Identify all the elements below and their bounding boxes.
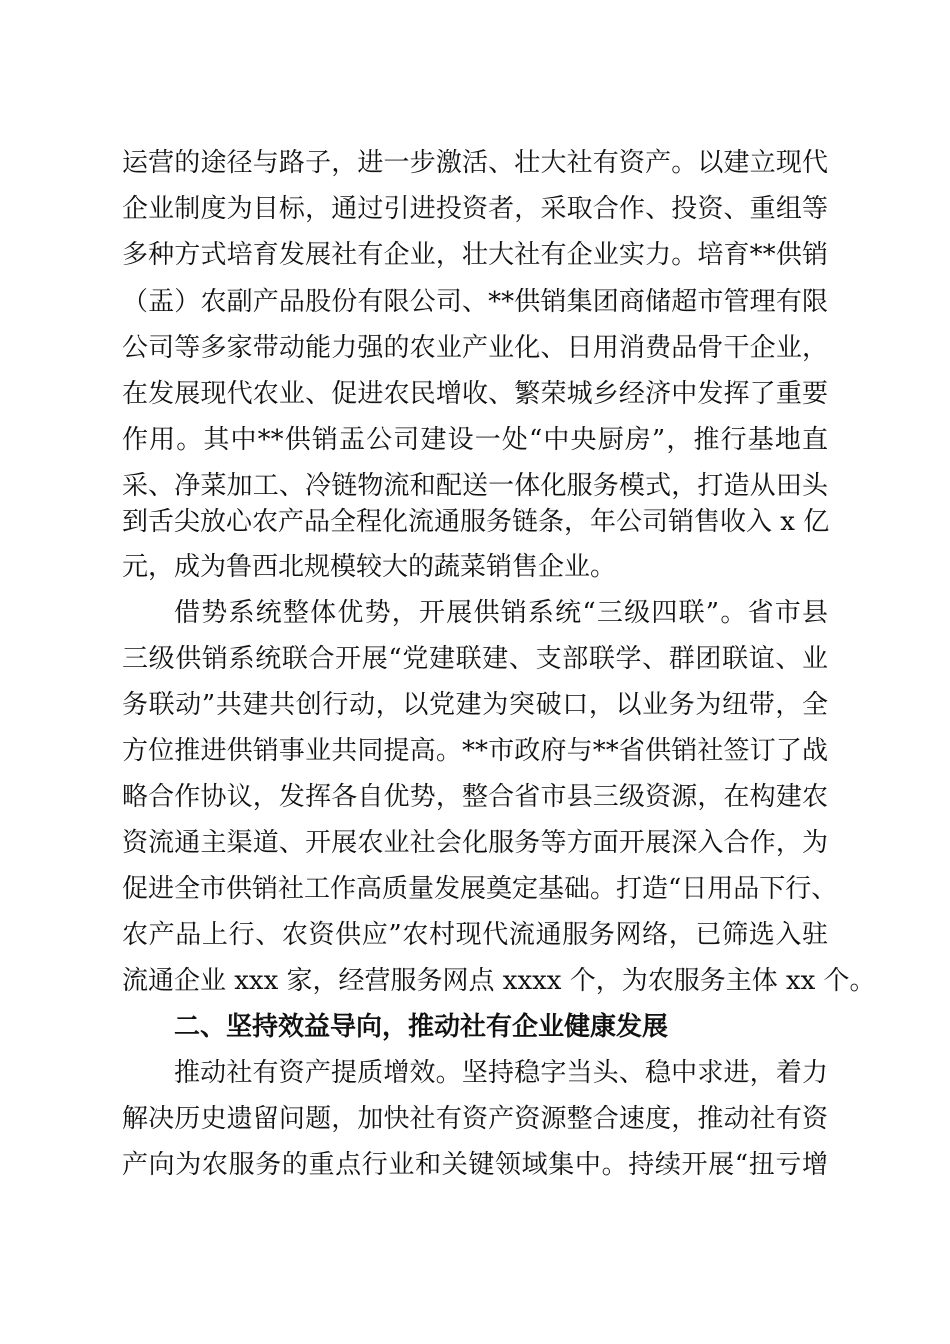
paragraph-line: 农产品上行、农资供应”农村现代流通服务网络，已筛选入驻 bbox=[122, 920, 828, 950]
paragraph-line: 元，成为鲁西北规模较大的蔬菜销售企业。 bbox=[122, 552, 617, 582]
paragraph-line: 作用。其中**供销盂公司建设一处“中央厨房”，推行基地直 bbox=[122, 425, 828, 455]
paragraph-line: 略合作协议，发挥各自优势，整合省市县三级资源，在构建农 bbox=[122, 782, 828, 812]
paragraph-line: 促进全市供销社工作高质量发展奠定基础。打造“日用品下行、 bbox=[122, 874, 838, 904]
paragraph-line: 到舌尖放心农产品全程化流通服务链条，年公司销售收入 x 亿 bbox=[122, 507, 830, 537]
paragraph-line: 企业制度为目标，通过引进投资者，采取合作、投资、重组等 bbox=[122, 194, 828, 224]
paragraph-line: 三级供销系统联合开展“党建联建、支部联学、群团联谊、业 bbox=[122, 644, 828, 674]
paragraph-line: 解决历史遗留问题，加快社有资产资源整合速度，推动社有资 bbox=[122, 1104, 828, 1134]
paragraph-line: 产向为农服务的重点行业和关键领域集中。持续开展“扭亏增 bbox=[122, 1150, 828, 1180]
paragraph-line: 推动社有资产提质增效。坚持稳字当头、稳中求进，着力 bbox=[174, 1058, 828, 1088]
paragraph-line: （盂）农副产品股份有限公司、**供销集团商储超市管理有限 bbox=[122, 287, 828, 317]
paragraph-line: 方位推进供销事业共同提高。**市政府与**省供销社签订了战 bbox=[122, 736, 828, 766]
paragraph-line: 运营的途径与路子，进一步激活、壮大社有资产。以建立现代 bbox=[122, 148, 828, 178]
paragraph-line: 采、净菜加工、冷链物流和配送一体化服务模式，打造从田头 bbox=[122, 471, 828, 501]
section-heading: 二、坚持效益导向，推动社有企业健康发展 bbox=[174, 1012, 669, 1042]
paragraph-line: 在发展现代农业、促进农民增收、繁荣城乡经济中发挥了重要 bbox=[122, 379, 828, 409]
paragraph-line: 公司等多家带动能力强的农业产业化、日用消费品骨干企业， bbox=[122, 333, 828, 363]
paragraph-line: 流通企业 xxx 家，经营服务网点 xxxx 个，为农服务主体 xx 个。 bbox=[122, 966, 876, 996]
paragraph-line: 务联动”共建共创行动，以党建为突破口，以业务为纽带，全 bbox=[122, 690, 828, 720]
paragraph-line: 借势系统整体优势，开展供销系统“三级四联”。省市县 bbox=[174, 598, 828, 628]
paragraph-line: 资流通主渠道、开展农业社会化服务等方面开展深入合作，为 bbox=[122, 828, 828, 858]
paragraph-line: 多种方式培育发展社有企业，壮大社有企业实力。培育**供销 bbox=[122, 240, 828, 270]
